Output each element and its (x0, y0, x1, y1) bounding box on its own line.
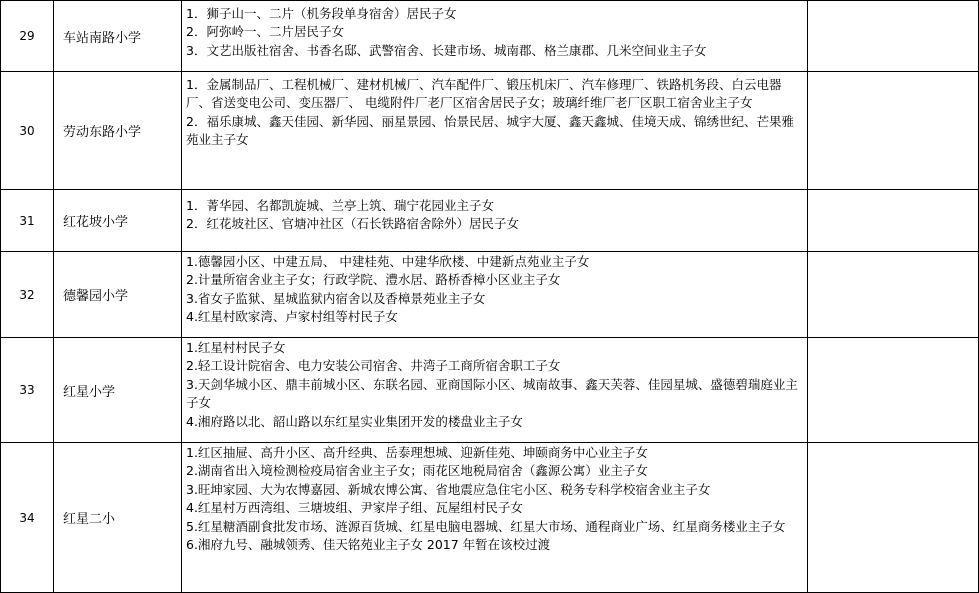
row-number: 31 (1, 190, 54, 252)
area-line: 4.红星村万西湾组、三塘坡组、尹家岸子组、瓦屋组村民子女 (186, 500, 523, 516)
area-line: 2.计量所宿舍业主子女；行政学院、澧水居、路桥香樟小区业主子女 (186, 272, 561, 288)
row-number: 29 (1, 1, 54, 72)
school-name: 劳动东路小学 (54, 72, 182, 190)
area-line: 1.德馨园小区、中建五局、 中建桂苑、中建华欣楼、中建新点苑业主子女 (186, 254, 590, 269)
area-line: 1.红星村村民子女 (186, 340, 286, 355)
area-line: 1．狮子山一、二片（机务段单身宿舍）居民子女 (186, 6, 457, 21)
school-name: 红花坡小学 (54, 190, 182, 252)
enrollment-area (182, 72, 808, 190)
note-cell (808, 252, 979, 338)
area-line: 1．金属制品厂、工程机械厂、建材机械厂、汽车配件厂、锻压机床厂、汽车修理厂、铁路机务段、白云电器厂、省送变电公司、变压器厂、 电缆附件厂老厂区宿舍居民子女；玻璃纤维厂老厂区职工宿舍业主子女 (186, 77, 782, 111)
area-line: 2．福乐康城、鑫天佳园、新华园、丽星景园、怡景民居、城宇大厦、鑫天鑫城、佳境天成、锦绣世纪、芒果雅苑业主子女 (186, 113, 794, 148)
enrollment-area (182, 338, 808, 443)
school-name: 车站南路小学 (54, 1, 182, 72)
row-number: 33 (1, 338, 54, 443)
table-row (1, 338, 979, 443)
table-row (1, 252, 979, 338)
area-line: 3.旺坤家园、大为农博嘉园、新城农博公寓、省地震应急住宅小区、税务专科学校宿舍业主子女 (186, 481, 711, 497)
area-line: 5.红星糖酒副食批发市场、涟源百货城、红星电脑电器城、红星大市场、通程商业广场、红星商务楼业主子女 (186, 518, 786, 534)
enrollment-area (182, 1, 808, 72)
school-name: 红星小学 (54, 338, 182, 443)
school-name: 红星二小 (54, 443, 182, 593)
area-line: 2.湖南省出入境检测检疫局宿舍业主子女；雨花区地税局宿舍（鑫源公寓）业主子女 (186, 463, 648, 479)
row-number: 32 (1, 252, 54, 338)
area-line: 2．红花坡社区、官塘冲社区（石长铁路宿舍除外）居民子女 (186, 216, 519, 232)
area-line: 3.天剑华城小区、鼎丰前城小区、东联名园、亚商国际小区、城南故事、鑫天芙蓉、佳园星城、盛德碧瑞庭业主子女 (186, 376, 798, 411)
enrollment-area (182, 190, 808, 252)
note-cell (808, 338, 979, 443)
area-line: 1．菁华园、名都凯旋城、兰亭上筑、瑞宁花园业主子女 (186, 198, 494, 213)
area-line: 1.红区抽屉、高升小区、高升经典、岳泰理想城、迎新佳苑、坤颐商务中心业主子女 (186, 445, 648, 460)
enrollment-area (182, 443, 808, 593)
table-row (1, 1, 979, 72)
row-number: 30 (1, 72, 54, 190)
table-row (1, 190, 979, 252)
enrollment-area (182, 252, 808, 338)
table-row (1, 72, 979, 190)
area-line: 2．阿弥岭一、二片居民子女 (186, 24, 344, 40)
area-line: 4.红星村欧家湾、卢家村组等村民子女 (186, 309, 398, 325)
area-line: 2.轻工设计院宿舍、电力安装公司宿舍、井湾子工商所宿舍职工子女 (186, 358, 561, 374)
note-cell (808, 1, 979, 72)
table-row (1, 443, 979, 593)
area-line: 4.湘府路以北、韶山路以东红星实业集团开发的楼盘业主子女 (186, 413, 523, 429)
note-cell (808, 190, 979, 252)
note-cell (808, 72, 979, 190)
note-cell (808, 443, 979, 593)
area-line: 3．文艺出版社宿舍、书香名邸、武警宿舍、长建市场、城南郡、格兰康郡、几米空间业主子女 (186, 42, 707, 58)
area-line: 3.省女子监狱、星城监狱内宿舍以及香樟景苑业主子女 (186, 290, 486, 306)
school-name: 德馨园小学 (54, 252, 182, 338)
row-number: 34 (1, 443, 54, 593)
area-line: 6.湘府九号、融城领秀、佳天铭苑业主子女 2017 年暂在该校过渡 (186, 537, 551, 553)
